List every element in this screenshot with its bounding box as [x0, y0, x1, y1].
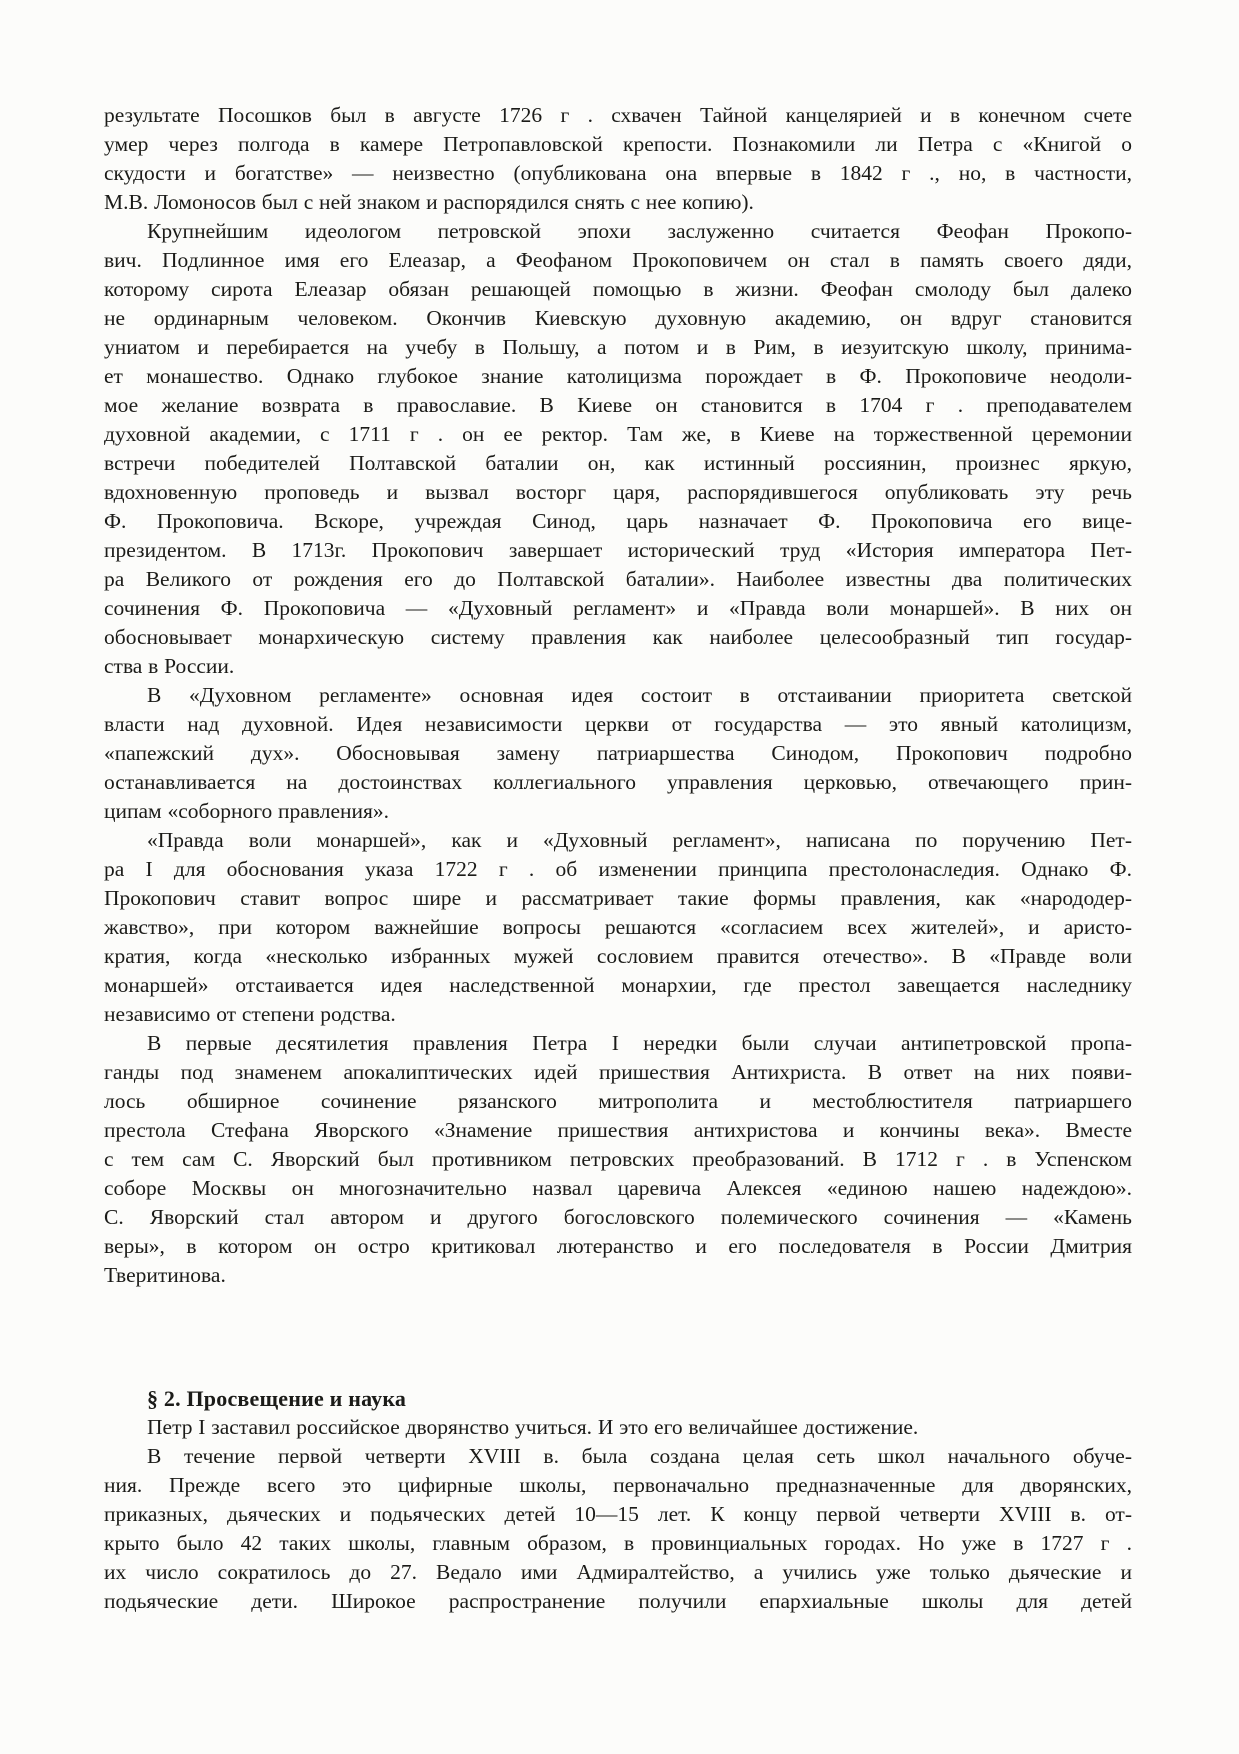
- text-line: жавство», при котором важнейшие вопросы решаются «согласием всех жителей», и аристо-: [104, 915, 1132, 939]
- text-line: результате Посошков был в августе 1726 г . схвачен Тайной канцелярией и в конечном счете: [104, 103, 1132, 127]
- text-line: приказных, дьяческих и подьяческих детей 10—15 лет. К концу первой четверти XVIII в. от-: [104, 1502, 1132, 1526]
- text-line: скудости и богатстве» — неизвестно (опубликована она впервые в 1842 г ., но, в частности,: [104, 161, 1132, 185]
- text-line: лось обширное сочинение рязанского митрополита и местоблюстителя патриаршего: [104, 1089, 1132, 1113]
- text-line: соборе Москвы он многозначительно назвал царевича Алексея «единою нашею надеждою».: [104, 1176, 1132, 1200]
- text-line: духовной академии, с 1711 г . он ее ректор. Там же, в Киеве на торжественной церемонии: [104, 422, 1132, 446]
- text-line: В течение первой четверти XVIII в. была создана целая сеть школ начального обуче-: [147, 1444, 1132, 1468]
- text-line: вдохновенную проповедь и вызвал восторг царя, распорядившегося опубликовать эту речь: [104, 480, 1132, 504]
- paragraph-dukhovny-reglament: [104, 681, 1132, 826]
- text-line: ципам «соборного правления».: [104, 799, 390, 823]
- text-line: М.В. Ломоносов был с ней знаком и распорядился снять с нее копию).: [104, 190, 754, 214]
- text-line: власти над духовной. Идея независимости церкви от государства — это явный католицизм,: [104, 712, 1132, 736]
- text-line: не ординарным человеком. Окончив Киевскую духовную академию, он вдруг становится: [104, 306, 1132, 330]
- text-line: вич. Подлинное имя его Елеазар, а Феофаном Прокоповичем он стал в память своего дяди,: [104, 248, 1132, 272]
- text-line: президентом. В 1713г. Прокопович завершает исторический труд «История императора Пет-: [104, 538, 1132, 562]
- text-line: подьяческие дети. Широкое распространение получили епархиальные школы для детей: [104, 1589, 1132, 1613]
- text-block: [104, 101, 1132, 1616]
- text-line: Петр I заставил российское дворянство учиться. И это его величайшее достижение.: [147, 1415, 919, 1439]
- paragraph-yavorsky: [104, 1029, 1132, 1290]
- text-line: В «Духовном регламенте» основная идея состоит в отстаивании приоритета светской: [147, 683, 1132, 707]
- paragraph-prokopovich-biography: [104, 217, 1132, 681]
- paragraph-pososhkov: [104, 101, 1132, 217]
- text-line: престола Стефана Яворского «Знамение пришествия антихристова и кончины века». Вместе: [104, 1118, 1132, 1142]
- text-line: ния. Прежде всего это цифирные школы, первоначально предназначенные для дворянских,: [104, 1473, 1132, 1497]
- text-line: мое желание возврата в православие. В Киеве он становится в 1704 г . преподавателем: [104, 393, 1132, 417]
- text-line: «папежский дух». Обосновывая замену патриаршества Синодом, Прокопович подробно: [104, 741, 1132, 765]
- text-line: останавливается на достоинствах коллегиального управления церковью, отвечающего прин-: [104, 770, 1132, 794]
- text-line: Тверитинова.: [104, 1263, 226, 1287]
- text-line: крыто было 42 таких школы, главным образом, в провинциальных городах. Но уже в 1727 г .: [104, 1531, 1132, 1555]
- text-line: С. Яворский стал автором и другого богословского полемического сочинения — «Камень: [104, 1205, 1132, 1229]
- text-line: ет монашество. Однако глубокое знание католицизма порождает в Ф. Прокоповиче неодоли-: [104, 364, 1132, 388]
- text-line: с тем сам С. Яворский был противником петровских преобразований. В 1712 г . в Успенском: [104, 1147, 1132, 1171]
- text-line: встречи победителей Полтавской баталии он, как истинный россиянин, произнес яркую,: [104, 451, 1132, 475]
- text-line: умер через полгода в камере Петропавловской крепости. Познакомили ли Петра с «Книгой о: [104, 132, 1132, 156]
- text-line: веры», в котором он остро критиковал лютеранство и его последователя в России Дмитрия: [104, 1234, 1132, 1258]
- text-line: которому сирота Елеазар обязан решающей помощью в жизни. Феофан смолоду был далеко: [104, 277, 1132, 301]
- text-line: Крупнейшим идеологом петровской эпохи заслуженно считается Феофан Прокопо-: [147, 219, 1132, 243]
- paragraph-petr-forced-nobility-to-study: [104, 1413, 1132, 1442]
- paragraph-pravda-voli-monarshei: [104, 826, 1132, 1029]
- section-heading-prosveshchenie-i-nauka: § 2. Просвещение и наука: [147, 1386, 407, 1411]
- text-line: их число сократилось до 27. Ведало ими Адмиралтейство, а учились уже только дьяческие и: [104, 1560, 1132, 1584]
- text-line: кратия, когда «несколько избранных мужей сословием правится отечество». В «Правде воли: [104, 944, 1132, 968]
- text-line: В первые десятилетия правления Петра I нередки были случаи антипетровской пропа-: [147, 1031, 1132, 1055]
- text-line: обосновывает монархическую систему правления как наиболее целесообразный тип государ-: [104, 625, 1132, 649]
- text-line: ганды под знаменем апокалиптических идей пришествия Антихриста. В ответ на них появи-: [104, 1060, 1132, 1084]
- text-line: ра Великого от рождения его до Полтавской баталии». Наиболее известны два политических: [104, 567, 1132, 591]
- text-line: ства в России.: [104, 654, 235, 678]
- text-line: Ф. Прокоповича. Вскоре, учреждая Синод, царь назначает Ф. Прокоповича его вице-: [104, 509, 1132, 533]
- text-line: униатом и перебирается на учебу в Польшу, а потом и в Рим, в иезуитскую школу, принима-: [104, 335, 1132, 359]
- text-line: ра I для обоснования указа 1722 г . об изменении принципа престолонаследия. Однако Ф.: [104, 857, 1132, 881]
- paragraph-tsifirnye-shkoly: [104, 1442, 1132, 1616]
- text-line: монаршей» отстаивается идея наследственной монархии, где престол завещается наследнику: [104, 973, 1132, 997]
- text-line: сочинения Ф. Прокоповича — «Духовный регламент» и «Правда воли монаршей». В них он: [104, 596, 1132, 620]
- text-line: Прокопович ставит вопрос шире и рассматривает такие формы правления, как «народодер-: [104, 886, 1132, 910]
- text-line: «Правда воли монаршей», как и «Духовный регламент», написана по поручению Пет-: [147, 828, 1132, 852]
- text-line: независимо от степени родства.: [104, 1002, 396, 1026]
